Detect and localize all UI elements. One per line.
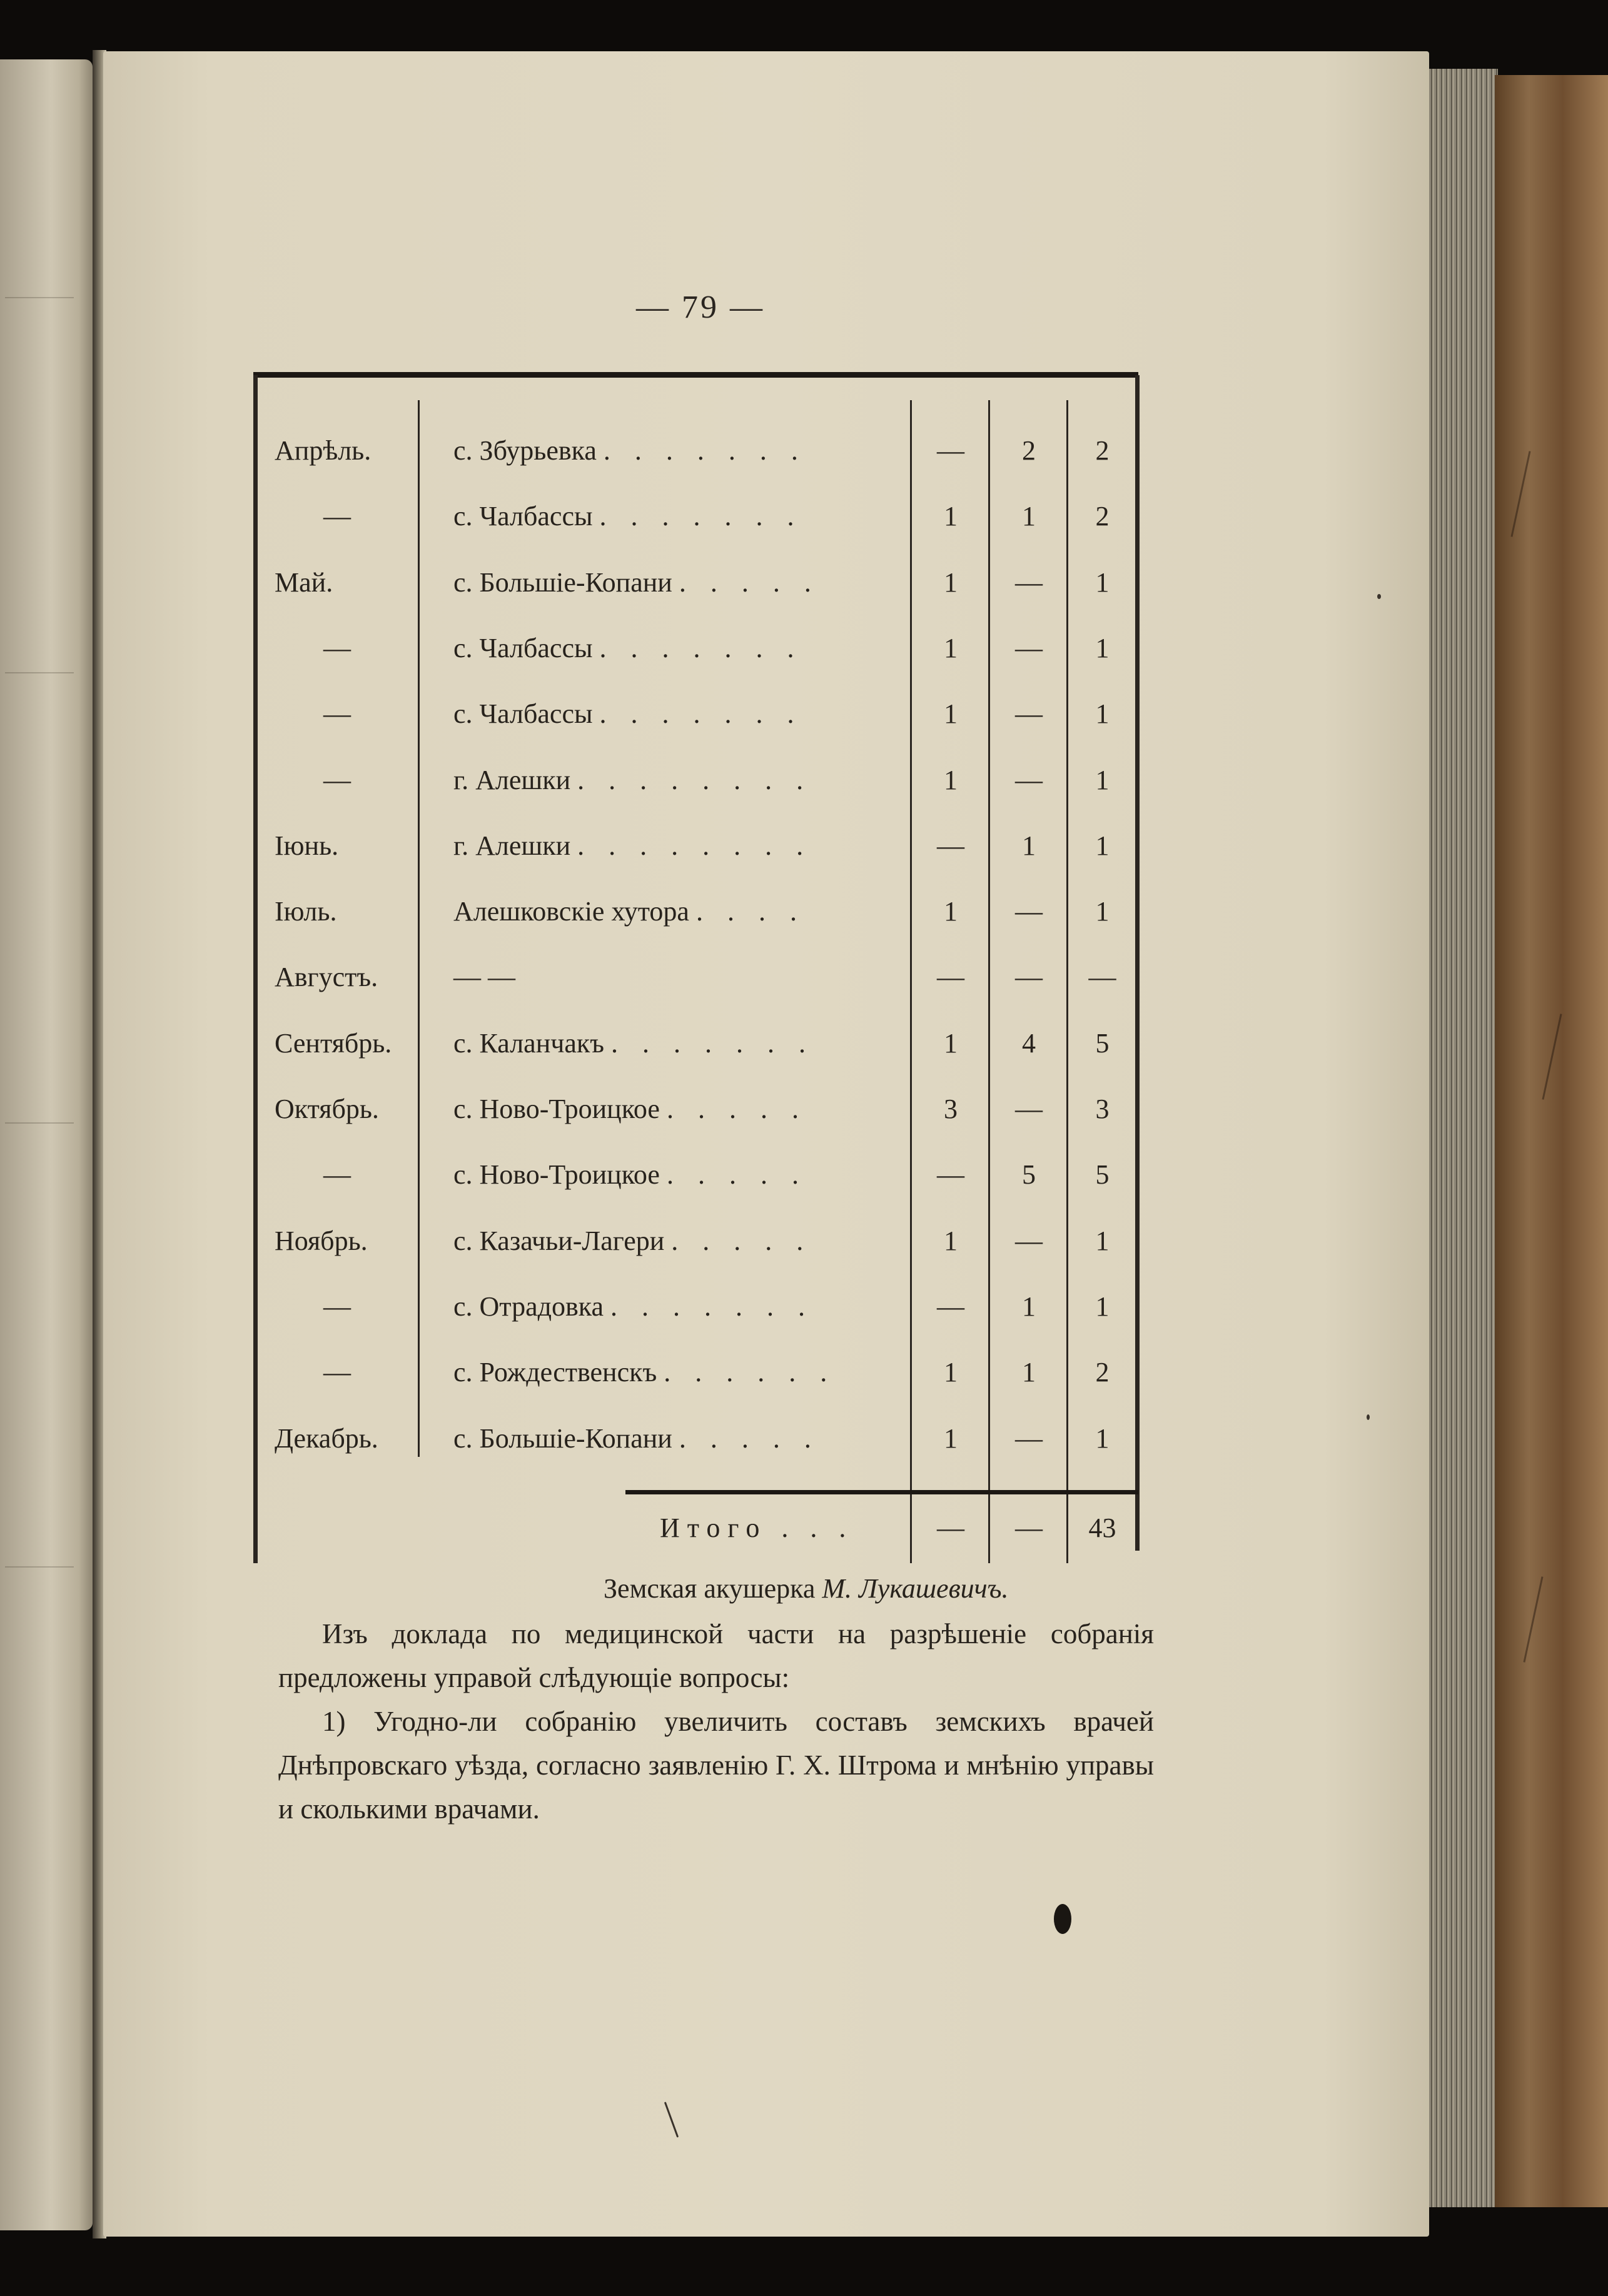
count-cell-2: 5 (1022, 1159, 1036, 1190)
place-name: с. Ново-Троицкое (453, 1159, 660, 1190)
place-cell (453, 1027, 854, 1059)
place-cell (453, 698, 854, 730)
leader-dots: . . . . . . (664, 1357, 836, 1387)
count-cell-1: — (937, 1291, 964, 1322)
place-cell (453, 1291, 854, 1322)
leader-dots: . . . . . . . (599, 501, 803, 531)
place-cell (453, 435, 854, 466)
table-row (253, 1422, 1138, 1485)
table-row (253, 1356, 1138, 1419)
place-name: г. Алешки (453, 830, 571, 861)
page-block-edge (1429, 69, 1498, 2207)
table-row (253, 435, 1138, 497)
leader-dots: . . . . . . . (603, 435, 807, 466)
place-name: с. Большіе-Копани (453, 567, 672, 598)
month-cell: Іюнь. (275, 830, 339, 861)
month-cell: — (323, 1357, 351, 1387)
place-cell (453, 1422, 854, 1454)
place-name: с. Чалбассы (453, 501, 593, 531)
total-rule (625, 1490, 1138, 1494)
place-cell (453, 1356, 854, 1388)
count-cell-3: 1 (1095, 1423, 1110, 1454)
place-cell (453, 895, 854, 927)
place-cell (453, 1093, 854, 1125)
leader-dots: . . . . . (666, 1159, 807, 1190)
count-cell-1: 1 (944, 698, 958, 729)
count-cell-2: 1 (1022, 1291, 1036, 1322)
signature-name: М. Лукашевичъ. (822, 1573, 1009, 1604)
month-cell: Августъ. (275, 962, 378, 992)
count-cell-2: 4 (1022, 1028, 1036, 1059)
count-cell-2: — (1015, 567, 1043, 598)
count-cell-2: 1 (1022, 1357, 1036, 1387)
place-name: с. Ново-Троицкое (453, 1094, 660, 1124)
count-cell-1: 1 (944, 896, 958, 927)
total-cell-3: 43 (1088, 1513, 1116, 1543)
table-row (253, 1027, 1138, 1090)
count-cell-1: 1 (944, 1028, 958, 1059)
count-cell-1: 3 (944, 1094, 958, 1124)
place-name: с. Каланчакъ (453, 1028, 605, 1059)
place-name: Алешковскіе хутора (453, 896, 689, 927)
month-cell: — (323, 1159, 351, 1190)
place-name: — — (453, 962, 515, 992)
place-cell (453, 961, 854, 993)
count-cell-2: — (1015, 1423, 1043, 1454)
count-cell-3: 1 (1095, 830, 1110, 861)
place-name: с. Чалбассы (453, 698, 593, 729)
count-cell-1: — (937, 962, 964, 992)
count-cell-3: 1 (1095, 765, 1110, 795)
table-row (253, 895, 1138, 958)
month-cell: Сентябрь. (275, 1028, 392, 1059)
count-cell-1: — (937, 1159, 964, 1190)
paper-speck (1367, 1414, 1370, 1420)
place-name: с. Казачьи-Лагери (453, 1226, 665, 1256)
count-cell-2: — (1015, 896, 1043, 927)
count-cell-3: 5 (1095, 1159, 1110, 1190)
count-cell-1: 1 (944, 1423, 958, 1454)
count-cell-1: 1 (944, 633, 958, 663)
ink-blot (1054, 1904, 1071, 1934)
count-cell-3: 2 (1095, 1357, 1110, 1387)
table-row (253, 764, 1138, 827)
table-row (253, 566, 1138, 629)
month-cell: — (323, 1291, 351, 1322)
table-top-rule (253, 372, 1138, 378)
leader-dots: . . . . . (666, 1094, 807, 1124)
count-cell-1: — (937, 435, 964, 466)
left-page-edge (0, 59, 93, 2230)
month-cell: Октябрь. (275, 1094, 379, 1124)
count-cell-1: 1 (944, 501, 958, 531)
place-cell (453, 632, 854, 664)
count-cell-3: 1 (1095, 567, 1110, 598)
count-cell-3: 1 (1095, 1226, 1110, 1256)
place-name: с. Рождественскъ (453, 1357, 657, 1387)
table-row (253, 698, 1138, 760)
page-number: — 79 — (636, 290, 765, 325)
table-row (253, 1225, 1138, 1287)
count-cell-3: 1 (1095, 1291, 1110, 1322)
month-cell: — (323, 765, 351, 795)
count-cell-3: 2 (1095, 501, 1110, 531)
table-row (253, 632, 1138, 695)
place-cell (453, 500, 854, 532)
signature-line (604, 1573, 1009, 1604)
count-cell-2: — (1015, 962, 1043, 992)
leader-dots: . . . . . . . . (577, 830, 812, 861)
leader-dots: . . . . . (671, 1226, 812, 1256)
count-cell-1: 1 (944, 1226, 958, 1256)
total-label: Итого . . . (660, 1513, 854, 1543)
table-row (253, 1093, 1138, 1156)
paragraph-1: Изъ доклада по медицинской части на разрѣшеніе собранія предложены управой слѣдующіе вопросы: (278, 1618, 1154, 1693)
table-row (253, 830, 1138, 892)
leader-dots: . . . . . . . . (577, 765, 812, 795)
month-cell: Декабрь. (275, 1423, 378, 1454)
place-cell (453, 764, 854, 796)
place-cell (453, 1225, 854, 1257)
table-row (253, 1291, 1138, 1353)
table-row (253, 961, 1138, 1024)
book-cover-edge (1495, 75, 1608, 2207)
table-row (253, 1159, 1138, 1221)
month-cell: Ноябрь. (275, 1226, 368, 1256)
place-name: с. Збурьевка (453, 435, 597, 466)
place-name: с. Чалбассы (453, 633, 593, 663)
leader-dots: . . . . (695, 896, 806, 927)
place-cell (453, 830, 854, 862)
count-cell-3: 2 (1095, 435, 1110, 466)
place-cell (453, 566, 854, 598)
paper-speck (1377, 594, 1381, 599)
count-cell-2: 1 (1022, 830, 1036, 861)
month-cell: Май. (275, 567, 333, 598)
count-cell-1: 1 (944, 765, 958, 795)
count-cell-2: — (1015, 698, 1043, 729)
count-cell-3: 1 (1095, 896, 1110, 927)
leader-dots: . . . . . (679, 567, 820, 598)
count-cell-2: — (1015, 633, 1043, 663)
place-name: с. Большіе-Копани (453, 1423, 672, 1454)
place-name: с. Отрадовка (453, 1291, 604, 1322)
count-cell-3: 1 (1095, 698, 1110, 729)
count-cell-3: 1 (1095, 633, 1110, 663)
paragraph-2: 1) Угодно-ли собранію увеличить составъ земскихъ врачей Днѣпровскаго уѣзда, согласно заявленію Г. Х. Штрома и мнѣнію управы и сколькими врачами. (278, 1706, 1154, 1825)
total-cell-1: — (937, 1513, 964, 1543)
place-name: г. Алешки (453, 765, 571, 795)
leader-dots: . . . . . . . (599, 633, 803, 663)
count-cell-2: 2 (1022, 435, 1036, 466)
leader-dots: . . . . . . . (611, 1028, 815, 1059)
count-cell-1: 1 (944, 1357, 958, 1387)
leader-dots: . . . . . (679, 1423, 820, 1454)
month-cell: — (323, 633, 351, 663)
count-cell-2: 1 (1022, 501, 1036, 531)
signature-prefix: Земская акушерка (604, 1573, 816, 1604)
count-cell-2: — (1015, 765, 1043, 795)
month-cell: Іюль. (275, 896, 337, 927)
month-cell: — (323, 698, 351, 729)
count-cell-2: — (1015, 1094, 1043, 1124)
place-cell (453, 1159, 854, 1191)
leader-dots: . . . . . . . (610, 1291, 814, 1322)
total-cell-2: — (1015, 1513, 1043, 1543)
count-cell-3: — (1088, 962, 1116, 992)
month-cell: Апрѣль. (275, 435, 372, 466)
count-cell-1: — (937, 830, 964, 861)
leader-dots: . . . . . . . (599, 698, 803, 729)
table-row (253, 500, 1138, 563)
count-cell-3: 5 (1095, 1028, 1110, 1059)
month-cell: — (323, 501, 351, 531)
count-cell-2: — (1015, 1226, 1043, 1256)
count-cell-1: 1 (944, 567, 958, 598)
count-cell-3: 3 (1095, 1094, 1110, 1124)
